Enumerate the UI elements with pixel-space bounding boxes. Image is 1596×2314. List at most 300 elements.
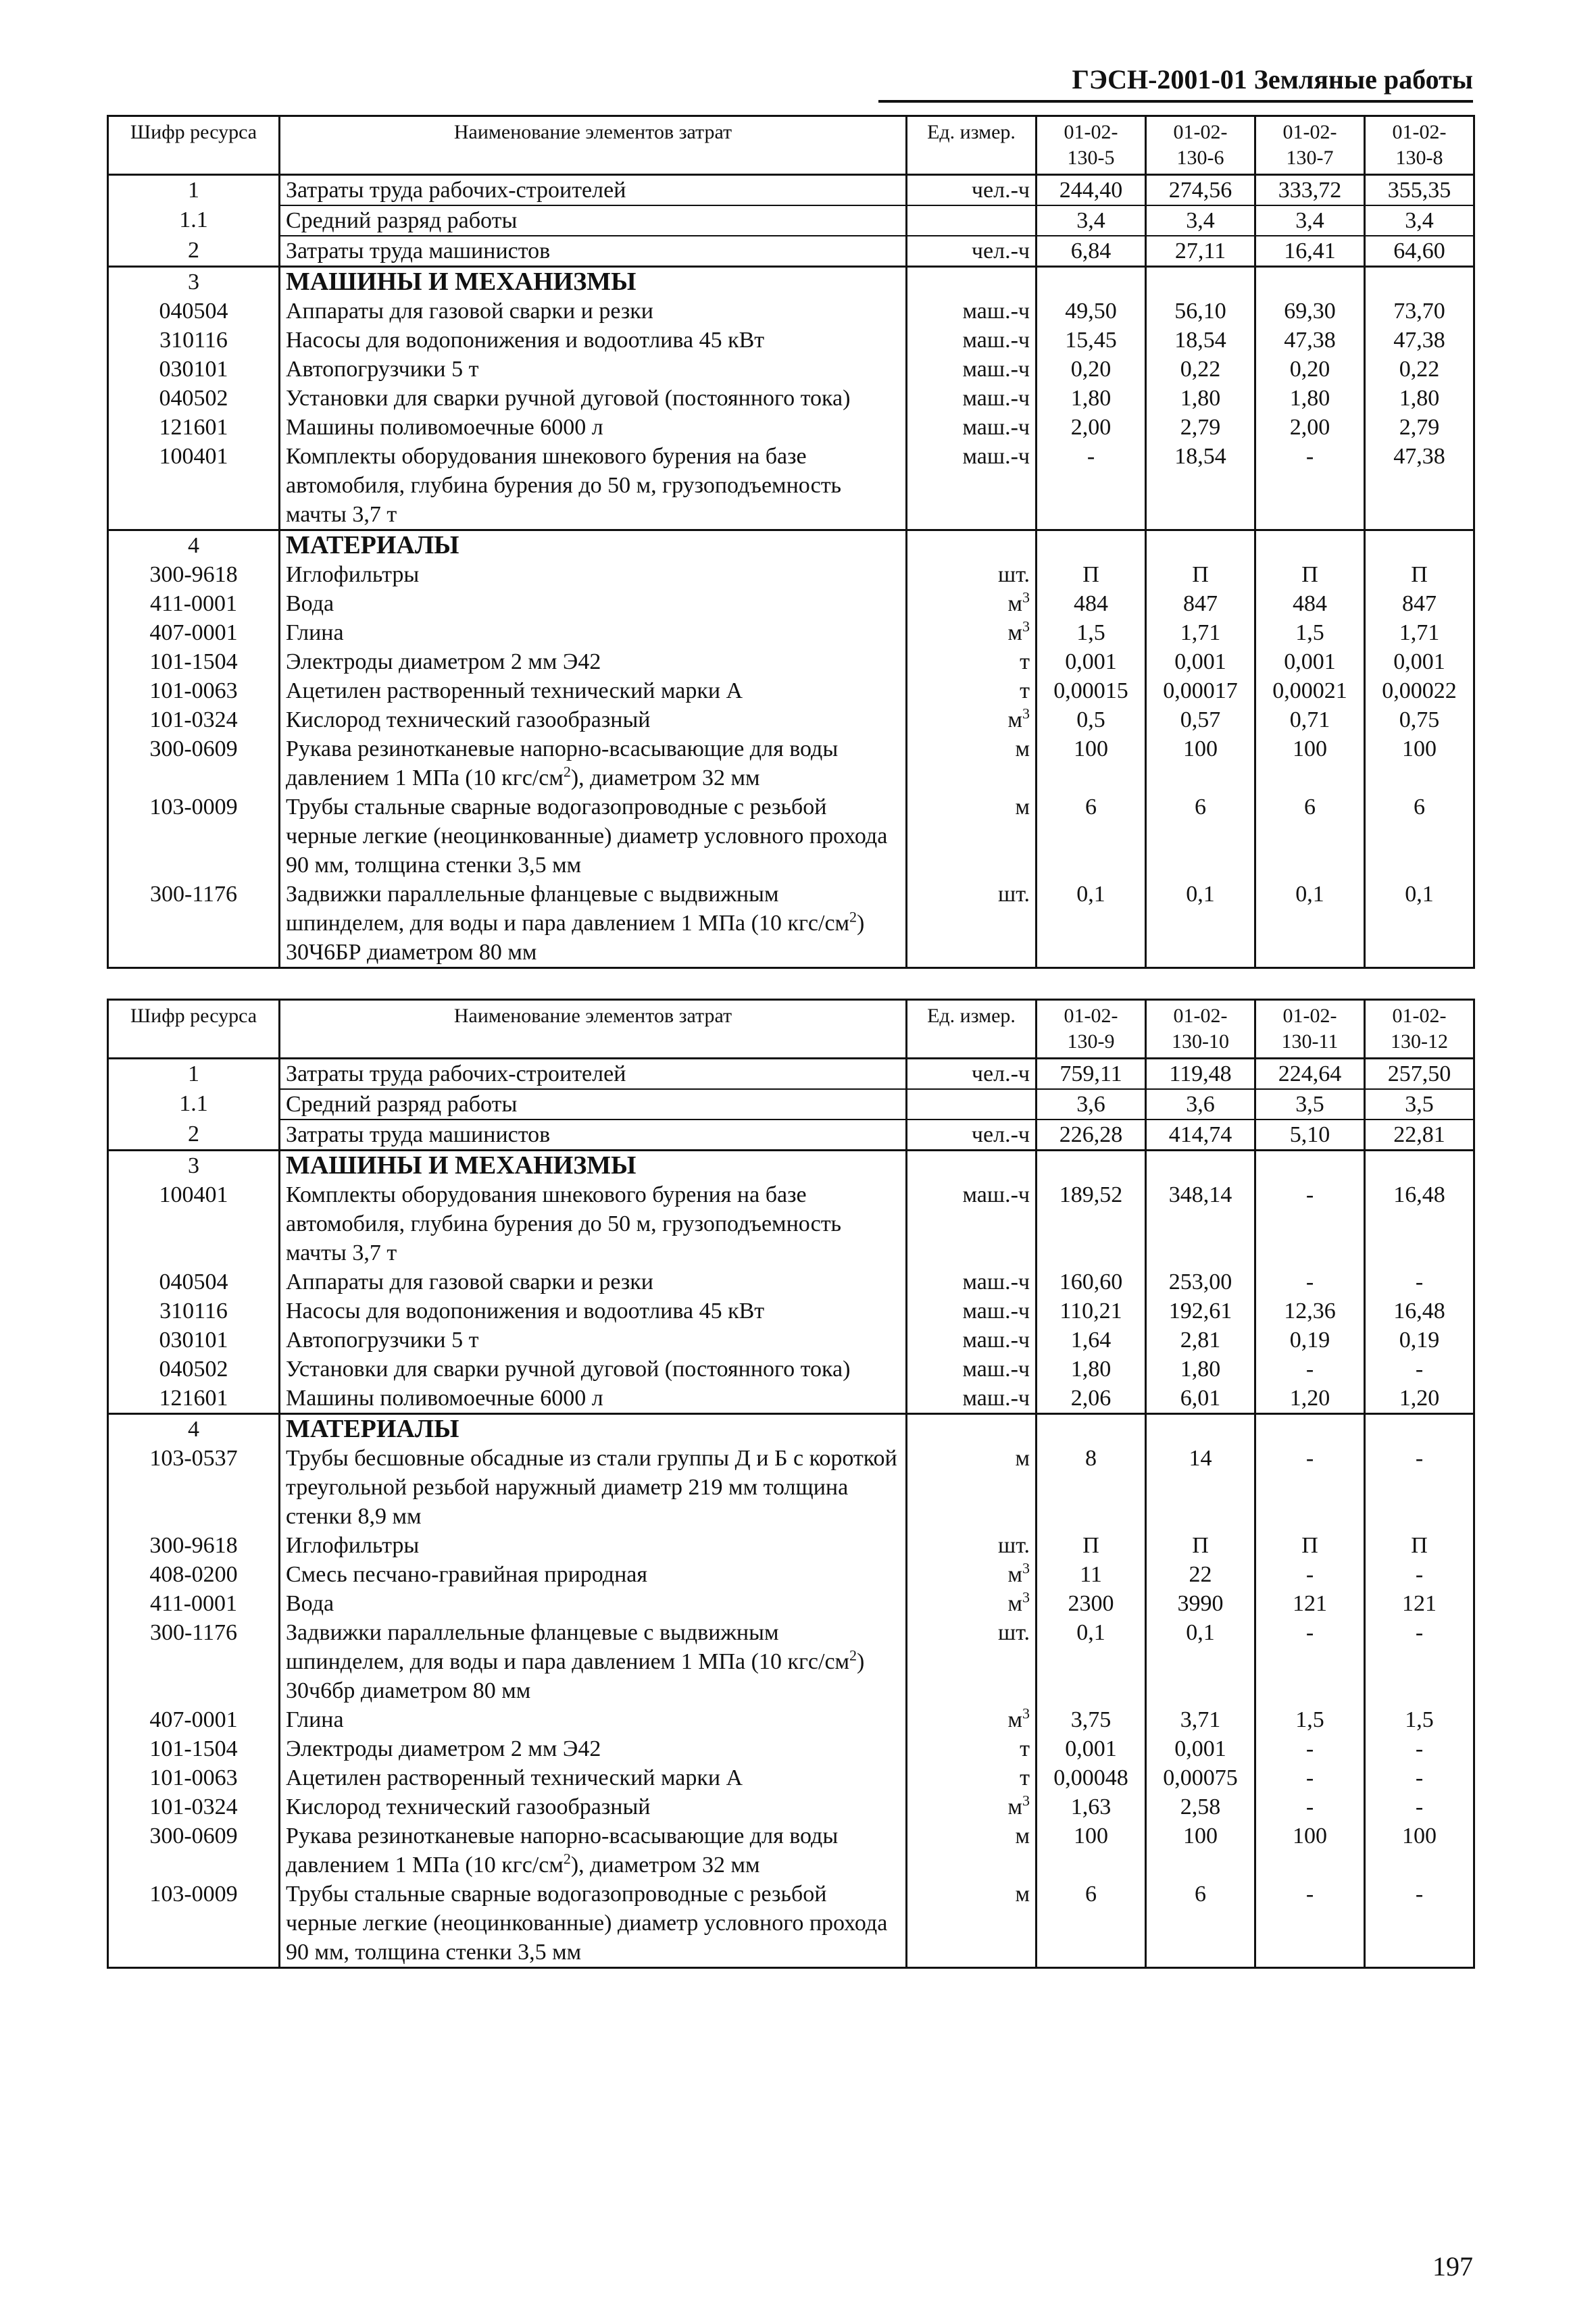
value-cell: 1,80: [1037, 384, 1146, 413]
value-cell: 847: [1146, 589, 1255, 618]
value-cell: 226,28: [1037, 1120, 1146, 1151]
value-cell: 2,06: [1037, 1384, 1146, 1414]
table-row: [108, 1384, 1474, 1414]
value-cell: 0,19: [1255, 1326, 1365, 1355]
unit: [907, 1444, 1037, 1531]
value-cell: П: [1146, 1531, 1255, 1560]
value-cell: 100: [1037, 1821, 1146, 1880]
col-header-norm-3: [1255, 1000, 1365, 1059]
value-cell: 3,5: [1365, 1089, 1474, 1120]
unit-superscript: 3: [1022, 1705, 1030, 1722]
value-cell: 16,48: [1365, 1297, 1474, 1326]
value-cell: 0,1: [1146, 1618, 1255, 1705]
unit-superscript: 3: [1022, 705, 1030, 722]
unit-text: м: [1007, 707, 1022, 732]
value-cell: [1365, 1414, 1474, 1444]
resource-code: 103-0009: [108, 1880, 280, 1968]
table-row: [108, 1444, 1474, 1531]
resource-code: 101-0324: [108, 705, 280, 734]
value-cell: 119,48: [1146, 1059, 1255, 1090]
norm-code: 01-02- 130-5: [1064, 121, 1118, 169]
unit: [907, 1384, 1037, 1414]
table-row: [108, 413, 1474, 442]
value-cell: 100: [1255, 734, 1365, 793]
page-header-title: ГЭСН-2001-01 Земляные работы: [878, 62, 1473, 103]
table-row: [108, 1059, 1474, 1090]
value-cell: 0,19: [1365, 1326, 1474, 1355]
resource-name: Иглофильтры: [280, 1531, 907, 1560]
resource-code: 103-0537: [108, 1444, 280, 1531]
unit: [907, 880, 1037, 968]
value-cell: 244,40: [1037, 175, 1146, 206]
unit-text: чел.-ч: [971, 178, 1030, 203]
unit: [907, 355, 1037, 384]
value-cell: 1,63: [1037, 1792, 1146, 1821]
table-row: [108, 647, 1474, 676]
value-cell: 100: [1146, 734, 1255, 793]
table-row: [108, 1618, 1474, 1705]
unit: [907, 1089, 1037, 1120]
resource-code: 101-1504: [108, 1734, 280, 1763]
value-cell: 1,80: [1146, 1355, 1255, 1384]
value-cell: 0,00015: [1037, 676, 1146, 705]
value-cell: [1255, 267, 1365, 297]
table-row: [108, 205, 1474, 236]
value-cell: 2,81: [1146, 1326, 1255, 1355]
table-row: [108, 384, 1474, 413]
value-cell: [1255, 1151, 1365, 1181]
resource-name: [280, 880, 907, 968]
resource-table-1: [107, 115, 1475, 969]
table-row: [108, 1531, 1474, 1560]
value-cell: 3,6: [1146, 1089, 1255, 1120]
unit: [907, 1880, 1037, 1968]
value-cell: 0,22: [1365, 355, 1474, 384]
value-cell: 0,001: [1365, 647, 1474, 676]
unit: [907, 297, 1037, 326]
value-cell: -: [1037, 442, 1146, 530]
resource-name: Средний разряд работы: [280, 205, 907, 236]
table-row: [108, 676, 1474, 705]
unit-text: м: [1007, 1591, 1022, 1616]
value-cell: 0,1: [1037, 1618, 1146, 1705]
value-cell: 56,10: [1146, 297, 1255, 326]
unit: [907, 618, 1037, 647]
value-cell: 3,71: [1146, 1705, 1255, 1734]
resource-name: Автопогрузчики 5 т: [280, 1326, 907, 1355]
table-header-row: [108, 1000, 1474, 1059]
value-cell: 0,5: [1037, 705, 1146, 734]
value-cell: 224,64: [1255, 1059, 1365, 1090]
unit-text: т: [1020, 1736, 1030, 1761]
resource-name: Установки для сварки ручной дуговой (постоянного тока): [280, 384, 907, 413]
table-row: [108, 355, 1474, 384]
table-row: [108, 1089, 1474, 1120]
unit: [907, 1297, 1037, 1326]
unit-text: чел.-ч: [971, 1122, 1030, 1147]
resource-name: Установки для сварки ручной дуговой (постоянного тока): [280, 1355, 907, 1384]
resource-name: Машины поливомоечные 6000 л: [280, 413, 907, 442]
value-cell: 0,001: [1037, 647, 1146, 676]
value-cell: П: [1037, 1531, 1146, 1560]
value-cell: 3,6: [1037, 1089, 1146, 1120]
value-cell: -: [1365, 1560, 1474, 1589]
unit-text: маш.-ч: [962, 415, 1030, 440]
table-row: [108, 1589, 1474, 1618]
value-cell: -: [1255, 1734, 1365, 1763]
unit-text: шт.: [998, 1533, 1030, 1558]
value-cell: 0,75: [1365, 705, 1474, 734]
resource-code: 030101: [108, 355, 280, 384]
value-cell: [1255, 1414, 1365, 1444]
unit-text: м: [1015, 1823, 1030, 1848]
unit-text: маш.-ч: [962, 299, 1030, 324]
name-text: Задвижки параллельные фланцевые с выдвижным шпинделем, для воды и пара давлением 1 МПа (10 кгс/см: [286, 1620, 850, 1674]
name-text: Рукава резинотканевые напорно-всасывающие для воды давлением 1 МПа (10 кгс/см: [286, 1823, 839, 1878]
unit-text: маш.-ч: [962, 1386, 1030, 1411]
col-header-unit: Ед. измер.: [907, 116, 1037, 175]
resource-name: Трубы стальные сварные водогазопроводные с резьбой черные легкие (неоцинкованные) диаметр условного прохода 90 мм, толщина стенки 3,5 мм: [280, 1880, 907, 1968]
value-cell: [1037, 1414, 1146, 1444]
value-cell: 100: [1255, 1821, 1365, 1880]
resource-code: 101-0063: [108, 676, 280, 705]
resource-name: Электроды диаметром 2 мм Э42: [280, 1734, 907, 1763]
value-cell: 12,36: [1255, 1297, 1365, 1326]
unit: [907, 326, 1037, 355]
value-cell: 100: [1365, 734, 1474, 793]
value-cell: 160,60: [1037, 1267, 1146, 1297]
unit-text: маш.-ч: [962, 444, 1030, 469]
value-cell: [1365, 530, 1474, 561]
name-text: Рукава резинотканевые напорно-всасывающие для воды давлением 1 МПа (10 кгс/см: [286, 736, 839, 790]
unit: [907, 589, 1037, 618]
value-cell: 6,84: [1037, 236, 1146, 267]
value-cell: 333,72: [1255, 175, 1365, 206]
unit: [907, 734, 1037, 793]
name-superscript: 2: [563, 1850, 571, 1867]
resource-code: 4: [108, 530, 280, 561]
resource-code: 3: [108, 1151, 280, 1181]
value-cell: [1146, 1414, 1255, 1444]
table-body: [108, 1059, 1474, 1968]
unit: [907, 236, 1037, 267]
resource-name: Аппараты для газовой сварки и резки: [280, 297, 907, 326]
resource-name: [280, 734, 907, 793]
norm-code: 01-02- 130-11: [1281, 1005, 1339, 1053]
resource-name: Кислород технический газообразный: [280, 1792, 907, 1821]
value-cell: П: [1255, 560, 1365, 589]
value-cell: [1365, 267, 1474, 297]
resource-code: 030101: [108, 1326, 280, 1355]
col-header-norm-4: [1365, 116, 1474, 175]
unit: [907, 205, 1037, 236]
name-text: ) 30ч6бр диаметром 80 мм: [286, 1649, 865, 1703]
section-row: [108, 530, 1474, 561]
value-cell: [1037, 530, 1146, 561]
resource-code: 101-0324: [108, 1792, 280, 1821]
value-cell: 847: [1365, 589, 1474, 618]
resource-code: 2: [108, 236, 280, 267]
unit-text: м: [1007, 591, 1022, 616]
resource-name: Комплекты оборудования шнекового бурения на базе автомобиля, глубина бурения до 50 м, грузоподъемность мачты 3,7 т: [280, 1180, 907, 1267]
value-cell: 6: [1037, 1880, 1146, 1968]
value-cell: 253,00: [1146, 1267, 1255, 1297]
value-cell: 6: [1037, 793, 1146, 880]
value-cell: -: [1255, 1792, 1365, 1821]
col-header-name: Наименование элементов затрат: [280, 1000, 907, 1059]
resource-name: Затраты труда рабочих-строителей: [280, 1059, 907, 1090]
unit-text: т: [1020, 678, 1030, 703]
resource-code: 040504: [108, 1267, 280, 1297]
value-cell: 6: [1365, 793, 1474, 880]
col-header-unit: Ед. измер.: [907, 1000, 1037, 1059]
resource-code: 101-1504: [108, 647, 280, 676]
value-cell: -: [1365, 1792, 1474, 1821]
table-row: [108, 1180, 1474, 1267]
resource-code: 100401: [108, 442, 280, 530]
unit: [907, 175, 1037, 206]
unit: [907, 442, 1037, 530]
resource-name: Вода: [280, 589, 907, 618]
resource-code: 121601: [108, 413, 280, 442]
unit-text: т: [1020, 649, 1030, 674]
unit: [907, 1151, 1037, 1181]
value-cell: 100: [1037, 734, 1146, 793]
resource-name: Кислород технический газообразный: [280, 705, 907, 734]
table-row: [108, 1880, 1474, 1968]
value-cell: 47,38: [1255, 326, 1365, 355]
unit: [907, 1734, 1037, 1763]
value-cell: 1,80: [1146, 384, 1255, 413]
value-cell: -: [1255, 1880, 1365, 1968]
unit-text: маш.-ч: [962, 1269, 1030, 1294]
unit: [907, 1531, 1037, 1560]
col-header-norm-1: [1037, 1000, 1146, 1059]
section-row: [108, 267, 1474, 297]
name-superscript: 2: [849, 908, 857, 926]
unit-text: маш.-ч: [962, 1299, 1030, 1324]
value-cell: 2,58: [1146, 1792, 1255, 1821]
resource-name: Аппараты для газовой сварки и резки: [280, 1267, 907, 1297]
resource-name: Смесь песчано-гравийная природная: [280, 1560, 907, 1589]
unit: [907, 1326, 1037, 1355]
resource-name: Затраты труда машинистов: [280, 236, 907, 267]
unit-text: чел.-ч: [971, 238, 1030, 263]
resource-table-2: [107, 999, 1475, 1969]
resource-code: 040504: [108, 297, 280, 326]
name-superscript: 2: [563, 763, 571, 780]
resource-code: 300-0609: [108, 734, 280, 793]
section-title: МАТЕРИАЛЫ: [280, 1414, 907, 1444]
resource-code: 2: [108, 1120, 280, 1151]
unit: [907, 1821, 1037, 1880]
value-cell: 2,00: [1255, 413, 1365, 442]
resource-code: 411-0001: [108, 1589, 280, 1618]
value-cell: [1146, 530, 1255, 561]
section-row: [108, 1414, 1474, 1444]
value-cell: -: [1365, 1618, 1474, 1705]
value-cell: 100: [1146, 1821, 1255, 1880]
value-cell: 3,4: [1255, 205, 1365, 236]
table-row: [108, 589, 1474, 618]
value-cell: 484: [1037, 589, 1146, 618]
value-cell: 22,81: [1365, 1120, 1474, 1151]
unit-text: м: [1015, 1446, 1030, 1471]
value-cell: -: [1255, 1180, 1365, 1267]
value-cell: 3,4: [1037, 205, 1146, 236]
value-cell: 0,00048: [1037, 1763, 1146, 1792]
value-cell: 0,001: [1255, 647, 1365, 676]
unit: [907, 560, 1037, 589]
value-cell: 0,20: [1255, 355, 1365, 384]
unit-superscript: 3: [1022, 588, 1030, 606]
value-cell: 14: [1146, 1444, 1255, 1531]
norm-code: 01-02- 130-8: [1392, 121, 1447, 169]
table-row: [108, 705, 1474, 734]
table-row: [108, 1560, 1474, 1589]
value-cell: [1146, 267, 1255, 297]
value-cell: [1146, 1151, 1255, 1181]
value-cell: 189,52: [1037, 1180, 1146, 1267]
value-cell: 484: [1255, 589, 1365, 618]
section-title: МАШИНЫ И МЕХАНИЗМЫ: [280, 267, 907, 297]
table-row: [108, 618, 1474, 647]
resource-code: 040502: [108, 384, 280, 413]
value-cell: П: [1037, 560, 1146, 589]
value-cell: 0,1: [1365, 880, 1474, 968]
unit: [907, 1792, 1037, 1821]
unit: [907, 1059, 1037, 1090]
value-cell: 1,5: [1255, 1705, 1365, 1734]
value-cell: 257,50: [1365, 1059, 1474, 1090]
value-cell: П: [1146, 560, 1255, 589]
resource-name: Иглофильтры: [280, 560, 907, 589]
table-row: [108, 1821, 1474, 1880]
unit-text: шт.: [998, 882, 1030, 907]
table-header-row: [108, 116, 1474, 175]
unit: [907, 705, 1037, 734]
unit: [907, 676, 1037, 705]
value-cell: -: [1255, 1618, 1365, 1705]
value-cell: 1,20: [1255, 1384, 1365, 1414]
unit-superscript: 3: [1022, 1588, 1030, 1606]
section-row: [108, 1151, 1474, 1181]
value-cell: -: [1255, 1355, 1365, 1384]
resource-code: 411-0001: [108, 589, 280, 618]
resource-code: 1: [108, 175, 280, 206]
value-cell: 22: [1146, 1560, 1255, 1589]
resource-name: Ацетилен растворенный технический марки А: [280, 676, 907, 705]
name-superscript: 2: [849, 1646, 857, 1664]
resource-name: Вода: [280, 1589, 907, 1618]
value-cell: 759,11: [1037, 1059, 1146, 1090]
table-body: [108, 175, 1474, 968]
value-cell: П: [1255, 1531, 1365, 1560]
value-cell: 121: [1365, 1589, 1474, 1618]
col-header-norm-2: [1146, 1000, 1255, 1059]
unit: [907, 1267, 1037, 1297]
resource-code: 300-9618: [108, 560, 280, 589]
table-row: [108, 236, 1474, 267]
value-cell: 110,21: [1037, 1297, 1146, 1326]
value-cell: 73,70: [1365, 297, 1474, 326]
unit: [907, 793, 1037, 880]
col-header-norm-3: [1255, 116, 1365, 175]
value-cell: 0,57: [1146, 705, 1255, 734]
value-cell: 6,01: [1146, 1384, 1255, 1414]
value-cell: 192,61: [1146, 1297, 1255, 1326]
value-cell: 18,54: [1146, 442, 1255, 530]
table-row: [108, 1763, 1474, 1792]
col-header-code: Шифр ресурса: [108, 116, 280, 175]
resource-name: Трубы стальные сварные водогазопроводные с резьбой черные легкие (неоцинкованные) диаметр условного прохода 90 мм, толщина стенки 3,5 мм: [280, 793, 907, 880]
resource-code: 407-0001: [108, 618, 280, 647]
table-row: [108, 297, 1474, 326]
unit: [907, 1414, 1037, 1444]
unit: [907, 1618, 1037, 1705]
name-text: Задвижки параллельные фланцевые с выдвижным шпинделем, для воды и пара давлением 1 МПа (10 кгс/см: [286, 882, 850, 936]
table-row: [108, 1355, 1474, 1384]
unit-text: маш.-ч: [962, 357, 1030, 382]
unit-text: т: [1020, 1765, 1030, 1790]
name-text: ), диаметром 32 мм: [570, 1853, 760, 1878]
value-cell: 27,11: [1146, 236, 1255, 267]
unit-text: шт.: [998, 1620, 1030, 1645]
section-title: МАТЕРИАЛЫ: [280, 530, 907, 561]
value-cell: -: [1365, 1267, 1474, 1297]
resource-code: 1: [108, 1059, 280, 1090]
resource-code: 101-0063: [108, 1763, 280, 1792]
unit: [907, 413, 1037, 442]
unit-text: маш.-ч: [962, 1328, 1030, 1353]
resource-name: Трубы бесшовные обсадные из стали группы Д и Б с короткой треугольной резьбой наружный диаметр 219 мм толщина стенки 8,9 мм: [280, 1444, 907, 1531]
value-cell: 0,1: [1146, 880, 1255, 968]
value-cell: -: [1365, 1763, 1474, 1792]
value-cell: 15,45: [1037, 326, 1146, 355]
unit: [907, 1120, 1037, 1151]
value-cell: -: [1365, 1880, 1474, 1968]
unit: [907, 1705, 1037, 1734]
value-cell: 2,79: [1365, 413, 1474, 442]
unit-superscript: 3: [1022, 1792, 1030, 1809]
resource-code: 1.1: [108, 205, 280, 236]
resource-code: 310116: [108, 1297, 280, 1326]
value-cell: 0,001: [1146, 647, 1255, 676]
unit-text: м: [1007, 1707, 1022, 1732]
value-cell: 348,14: [1146, 1180, 1255, 1267]
table-row: [108, 880, 1474, 968]
unit-text: маш.-ч: [962, 1357, 1030, 1382]
value-cell: 18,54: [1146, 326, 1255, 355]
resource-code: 300-1176: [108, 880, 280, 968]
value-cell: -: [1255, 442, 1365, 530]
norm-code: 01-02- 130-6: [1173, 121, 1228, 169]
value-cell: [1037, 1151, 1146, 1181]
value-cell: 1,64: [1037, 1326, 1146, 1355]
resource-code: 040502: [108, 1355, 280, 1384]
resource-code: 300-0609: [108, 1821, 280, 1880]
value-cell: 3990: [1146, 1589, 1255, 1618]
unit-text: шт.: [998, 562, 1030, 587]
table-row: [108, 1267, 1474, 1297]
unit: [907, 384, 1037, 413]
col-header-name: Наименование элементов затрат: [280, 116, 907, 175]
resource-code: 103-0009: [108, 793, 280, 880]
value-cell: 0,00021: [1255, 676, 1365, 705]
value-cell: 1,71: [1365, 618, 1474, 647]
table-row: [108, 1705, 1474, 1734]
name-text: ), диаметром 32 мм: [570, 765, 760, 790]
